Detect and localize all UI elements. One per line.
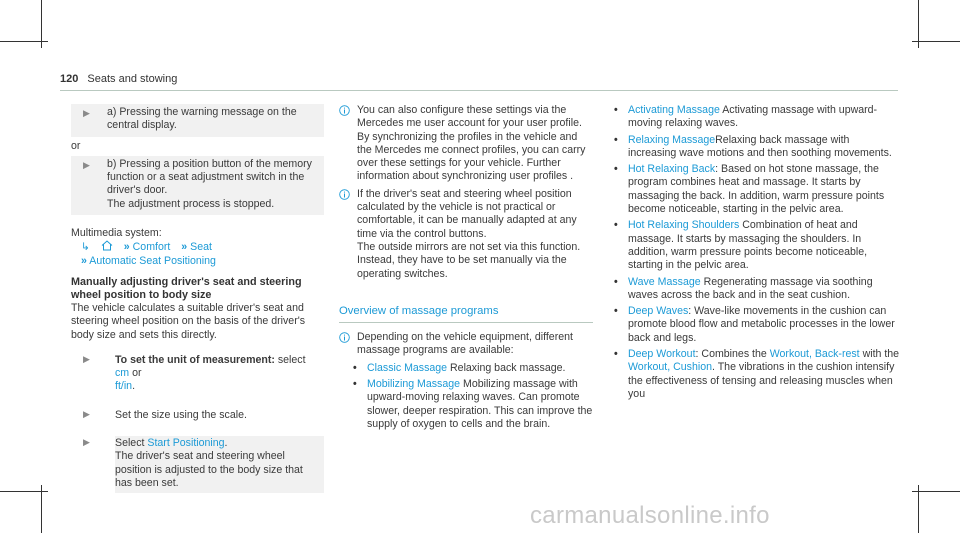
list-item bbox=[610, 163, 900, 216]
program-name[interactable]: Wave Massage bbox=[628, 275, 701, 288]
menu-path-2 bbox=[71, 255, 324, 268]
info-note-2a-text: If the driver's seat and steering wheel position calculated by the vehicle is not practical or comfortable, it can be manually adapted at any time via the control buttons. bbox=[357, 187, 577, 240]
crop-mark bbox=[918, 485, 919, 533]
program-desc-end: . The vibrations in the cushion intensify the effectiveness of tensing and releasing muscles when you bbox=[628, 361, 895, 400]
program-name[interactable]: Deep Workout bbox=[628, 348, 696, 361]
home-icon bbox=[101, 240, 113, 251]
step-3-post: . bbox=[224, 437, 228, 450]
bullet-icon: • bbox=[614, 275, 618, 288]
bullet-icon: • bbox=[614, 305, 618, 318]
bullet-icon: • bbox=[614, 348, 618, 361]
column-middle bbox=[339, 104, 593, 431]
step-3-note: The driver's seat and steering wheel position is adjusted to the body size that has been set. bbox=[115, 450, 303, 489]
crop-mark bbox=[912, 491, 960, 492]
list-item bbox=[610, 348, 900, 401]
intro-text: The vehicle calculates a suitable driver's seat and steering wheel position on the basis of the driver's body size and sets this directly. bbox=[71, 301, 306, 341]
program-name[interactable]: Activating Massage bbox=[628, 104, 720, 116]
list-item bbox=[610, 276, 900, 303]
bullet-icon: • bbox=[614, 133, 618, 146]
watermark: carmanualsonline.info bbox=[530, 502, 770, 529]
step-b-note: The adjustment process is stopped. bbox=[107, 197, 275, 210]
menu-automatic-seat-positioning[interactable]: Automatic Seat Positioning bbox=[89, 254, 216, 267]
step-3 bbox=[71, 436, 324, 493]
column-left bbox=[71, 104, 324, 493]
chevron-icon: » bbox=[123, 241, 130, 254]
program-desc: : Based on hot stone massage, the program combines heat and massage. It starts by massaging the back. In addition, warm pressure points become noticeable, starting in the pelvic area. bbox=[628, 163, 885, 216]
unit-cm[interactable]: cm bbox=[115, 367, 130, 380]
info-note-3 bbox=[339, 331, 593, 358]
crop-mark bbox=[0, 491, 48, 492]
arrow-icon: ▶ bbox=[83, 437, 90, 448]
program-desc: Activating massage with upward-moving relaxing waves. bbox=[628, 104, 878, 130]
step-2-text: Set the size using the scale. bbox=[115, 408, 247, 421]
list-item bbox=[339, 362, 593, 375]
bullet-icon: • bbox=[614, 219, 618, 232]
info-icon bbox=[339, 331, 357, 358]
info-note-2b-text: The outside mirrors are not set via this function. Instead, they have to be set manually via the operating switches. bbox=[357, 240, 581, 280]
or-label: or bbox=[71, 139, 81, 152]
info-icon bbox=[339, 104, 357, 184]
crop-mark bbox=[0, 41, 48, 42]
page-number: 120 bbox=[60, 73, 79, 85]
unit-ft-in[interactable]: ft/in bbox=[115, 380, 133, 393]
list-item bbox=[339, 378, 593, 431]
step-1-bold: To set the unit of measurement: bbox=[115, 353, 275, 366]
section-heading: Manually adjusting driver's seat and steering wheel position to body size bbox=[71, 275, 302, 301]
menu-arrow-icon: ↳ bbox=[81, 241, 90, 254]
crop-mark bbox=[912, 41, 960, 42]
workout-backrest-link[interactable]: Workout, Back-rest bbox=[769, 348, 860, 361]
step-b-text: b) Pressing a position button of the memory function or a seat adjustment switch in the driver's door. bbox=[107, 157, 312, 197]
program-desc: Relaxing back massage. bbox=[447, 361, 566, 374]
chevron-icon: » bbox=[181, 241, 188, 254]
list-item bbox=[610, 305, 900, 345]
multimedia-label: Multimedia system: bbox=[71, 227, 162, 240]
arrow-icon: ▶ bbox=[83, 408, 90, 419]
info-icon bbox=[339, 188, 357, 281]
program-desc: : Wave-like movements in the cushion can promote blood flow and metabolic processes in the lower back and legs. bbox=[628, 305, 895, 344]
chevron-icon: » bbox=[81, 254, 87, 267]
step-a-box bbox=[71, 104, 324, 137]
step-1-or: or bbox=[129, 367, 142, 380]
info-note-1-text: You can also configure these settings via the Mercedes me user account for your user profile. By synchronizing the profiles in the vehicle and the Mercedes me connect profiles, you can carry over these settings for your vehicle. Further information about synchronizing user profiles . bbox=[357, 104, 586, 183]
menu-seat[interactable]: Seat bbox=[190, 241, 212, 254]
program-desc: : Combines the bbox=[695, 348, 770, 361]
section-title: Overview of massage programs bbox=[339, 305, 593, 323]
step-1-end: . bbox=[132, 380, 136, 393]
workout-cushion-link[interactable]: Workout, Cushion bbox=[628, 361, 713, 374]
step-b-box bbox=[71, 156, 324, 215]
start-positioning-link[interactable]: Start Positioning bbox=[147, 437, 225, 450]
bullet-icon: • bbox=[353, 378, 357, 391]
list-item bbox=[610, 219, 900, 272]
program-name[interactable]: Classic Massage bbox=[367, 361, 448, 374]
info-note-1 bbox=[339, 104, 593, 184]
step-3-pre: Select bbox=[115, 437, 148, 450]
step-2 bbox=[71, 408, 324, 425]
column-right bbox=[610, 104, 900, 401]
page-header bbox=[60, 73, 177, 85]
bullet-icon: • bbox=[353, 361, 357, 374]
program-desc: Relaxing back massage with increasing wave motions and then soothing movements. bbox=[628, 133, 892, 159]
info-note-2 bbox=[339, 188, 593, 281]
menu-path bbox=[71, 240, 324, 254]
program-desc: Mobilizing massage with upward-moving relaxing waves. Can promote slower, deeper respiration. This can improve the supply of oxygen to cells and the brain. bbox=[367, 378, 593, 430]
info-note-3-text: Depending on the vehicle equipment, different massage programs are available: bbox=[357, 331, 573, 357]
arrow-icon: ▶ bbox=[83, 353, 90, 364]
list-item bbox=[610, 134, 900, 161]
step-1 bbox=[71, 353, 324, 397]
step-a-text: a) Pressing the warning message on the central display. bbox=[107, 106, 297, 132]
program-desc-mid: with the bbox=[859, 348, 900, 361]
program-name[interactable]: Hot Relaxing Shoulders bbox=[628, 219, 740, 232]
list-item bbox=[610, 104, 900, 131]
program-name[interactable]: Hot Relaxing Back bbox=[628, 163, 716, 176]
crop-mark bbox=[41, 485, 42, 533]
bullet-icon: • bbox=[614, 104, 618, 116]
program-name[interactable]: Relaxing Massage bbox=[628, 133, 716, 146]
arrow-icon: ▶ bbox=[83, 108, 90, 118]
page-title: Seats and stowing bbox=[87, 73, 178, 85]
header-rule bbox=[60, 90, 898, 91]
program-desc: Combination of heat and massage. It starts by massaging the shoulders. In addition, warm pressure points become noticeable, starting in the pelvic area. bbox=[628, 219, 868, 272]
program-name[interactable]: Deep Waves bbox=[628, 305, 689, 318]
arrow-icon: ▶ bbox=[83, 159, 90, 170]
program-name[interactable]: Mobilizing Massage bbox=[367, 378, 461, 391]
step-1-text: select bbox=[274, 353, 306, 366]
menu-comfort[interactable]: Comfort bbox=[132, 241, 171, 254]
program-desc: Regenerating massage via soothing waves across the back and in the seat cushion. bbox=[628, 275, 873, 301]
bullet-icon: • bbox=[614, 163, 618, 176]
